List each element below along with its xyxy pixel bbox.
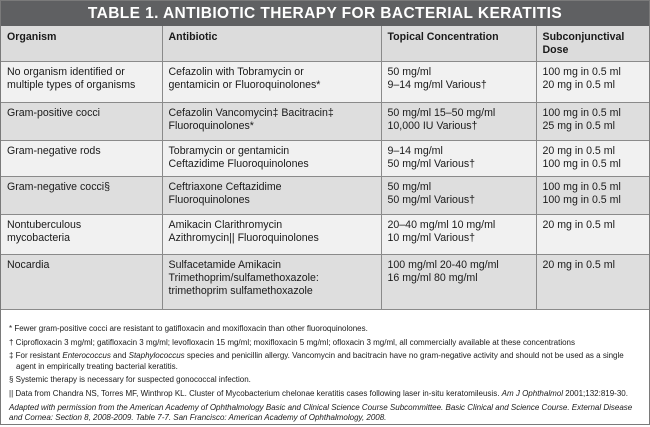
cell-line: Gram-negative cocci§ [7,181,111,193]
footnote-text: 2001;132:819-30. [563,389,628,399]
cell-line: Trimethoprim/sulfamethoxazole: [168,272,319,284]
dose-cell [536,62,649,103]
organism-cell [1,177,162,215]
organism-cell [1,255,162,310]
footnote-adapted: Adapted with permission from the American Academy of Ophthalmology Basic and Clinical Science Course Subcommittee. Basic Clinical and Science Course. External Disease and Cornea: Section 8, 2008-2009. Table 7-7. San Francisco: American Academy of Ophthalmology, 2008. [9,402,633,422]
cell-line: gentamicin or Fluoroquinolones* [168,79,321,91]
footnote-section: § Systemic therapy is necessary for suspected gonococcal infection. [9,375,251,385]
cell-line: 20 mg in 0.5 ml [542,79,615,91]
cell-line: 16 mg/ml 80 mg/ml [387,272,478,284]
footnote-bars [9,389,641,399]
cell-line: Nocardia [7,259,50,271]
table-row [1,215,649,255]
cell-line: Tobramycin or gentamicin [168,145,290,157]
antibiotic-table [1,26,649,310]
cell-line: Sulfacetamide Amikacin [168,259,281,271]
cell-line: Nontuberculous [7,219,82,231]
cell-line: 20 mg in 0.5 ml [542,219,615,231]
footnote-text: species and penicillin allergy. Vancomycin and bacitracin have no gram-negative activity and should not be used as a single agent in empirically treating bacterial keratitis. [16,351,624,371]
antibiotic-cell [162,255,381,310]
table-row [1,177,649,215]
header-organism: Organism [1,26,162,62]
cell-line: 20 mg in 0.5 ml [542,145,615,157]
dose-cell [536,103,649,141]
cell-line: Fluoroquinolones* [168,120,254,132]
header-antibiotic: Antibiotic [162,26,381,62]
cell-line: 10 mg/ml Various† [387,232,476,244]
antibiotic-cell [162,62,381,103]
cell-line: 50 mg/ml Various† [387,158,476,170]
dose-cell [536,255,649,310]
cell-line: Gram-positive cocci [7,107,101,119]
cell-line: 100 mg in 0.5 ml [542,181,621,193]
cell-line: Azithromycin|| Fluoroquinolones [168,232,319,244]
organism-cell [1,62,162,103]
dose-cell [536,141,649,177]
cell-line: Cefazolin with Tobramycin or [168,66,304,78]
cell-line: trimethoprim sulfamethoxazole [168,285,313,297]
cell-line: 100 mg in 0.5 ml [542,194,621,206]
topical-cell [381,103,536,141]
cell-line: Fluoroquinolones [168,194,250,206]
cell-line: 100 mg in 0.5 ml [542,107,621,119]
antibiotic-cell [162,141,381,177]
footnote-text: ‡ For resistant [9,351,63,361]
footnote-dagger: † Ciprofloxacin 3 mg/ml; gatifloxacin 3 mg/ml; levofloxacin 15 mg/ml; moxifloxacin 5 mg/ml; ofloxacin 3 mg/ml, all commercially available at these concentrations [9,337,576,347]
cell-line: 9–14 mg/ml Various† [387,79,487,91]
table-row [1,141,649,177]
cell-line: multiple types of organisms [7,79,136,91]
footnote-text: Enterococcus [62,351,111,361]
cell-line: 10,000 IU Various† [387,120,478,132]
topical-cell [381,215,536,255]
table-row [1,103,649,141]
table-row [1,62,649,103]
table-title: TABLE 1. ANTIBIOTIC THERAPY FOR BACTERIAL KERATITIS [1,1,649,26]
cell-line: Cefazolin Vancomycin‡ Bacitracin‡ [168,107,334,119]
organism-cell [1,141,162,177]
footnote-text: || Data from Chandra NS, Torres MF, Winthrop KL. Cluster of Mycobacterium chelonae keratitis cases following laser in-situ keratomileusis. [9,389,502,399]
topical-cell [381,62,536,103]
cell-line: Amikacin Clarithromycin [168,219,283,231]
header-subconjunctival-dose: Subconjunctival Dose [536,26,649,62]
cell-line: Ceftriaxone Ceftazidime [168,181,282,193]
cell-line: 100 mg/ml 20-40 mg/ml [387,259,499,271]
topical-cell [381,141,536,177]
footnotes [1,319,649,427]
cell-line: 100 mg in 0.5 ml [542,66,621,78]
cell-line: mycobacteria [7,232,70,244]
antibiotic-cell [162,215,381,255]
topical-cell [381,255,536,310]
antibiotic-cell [162,103,381,141]
footnote-double-dagger [9,351,641,371]
footnote-text: Am J Ophthalmol [501,389,563,399]
cell-line: 50 mg/ml [387,181,432,193]
organism-cell [1,215,162,255]
topical-cell [381,177,536,215]
header-row [1,26,649,62]
organism-cell [1,103,162,141]
cell-line: 20–40 mg/ml 10 mg/ml [387,219,496,231]
footnote-text: Staphylococcus [128,351,185,361]
cell-line: 20 mg in 0.5 ml [542,259,615,271]
cell-line: 50 mg/ml 15–50 mg/ml [387,107,496,119]
footnote-star: * Fewer gram-positive cocci are resistant to gatifloxacin and moxifloxacin than other fluoroquinolones. [9,324,368,333]
cell-line: 50 mg/ml Various† [387,194,476,206]
cell-line: No organism identified or [7,66,125,78]
cell-line: 9–14 mg/ml [387,145,443,157]
antibiotic-cell [162,177,381,215]
dose-cell [536,215,649,255]
cell-line: Gram-negative rods [7,145,101,157]
header-topical-concentration: Topical Concentration [381,26,536,62]
footnote-text: and [110,351,129,361]
cell-line: 25 mg in 0.5 ml [542,120,615,132]
cell-line: Ceftazidime Fluoroquinolones [168,158,309,170]
cell-line: 50 mg/ml [387,66,432,78]
dose-cell [536,177,649,215]
cell-line: 100 mg in 0.5 ml [542,158,621,170]
table-row [1,255,649,310]
